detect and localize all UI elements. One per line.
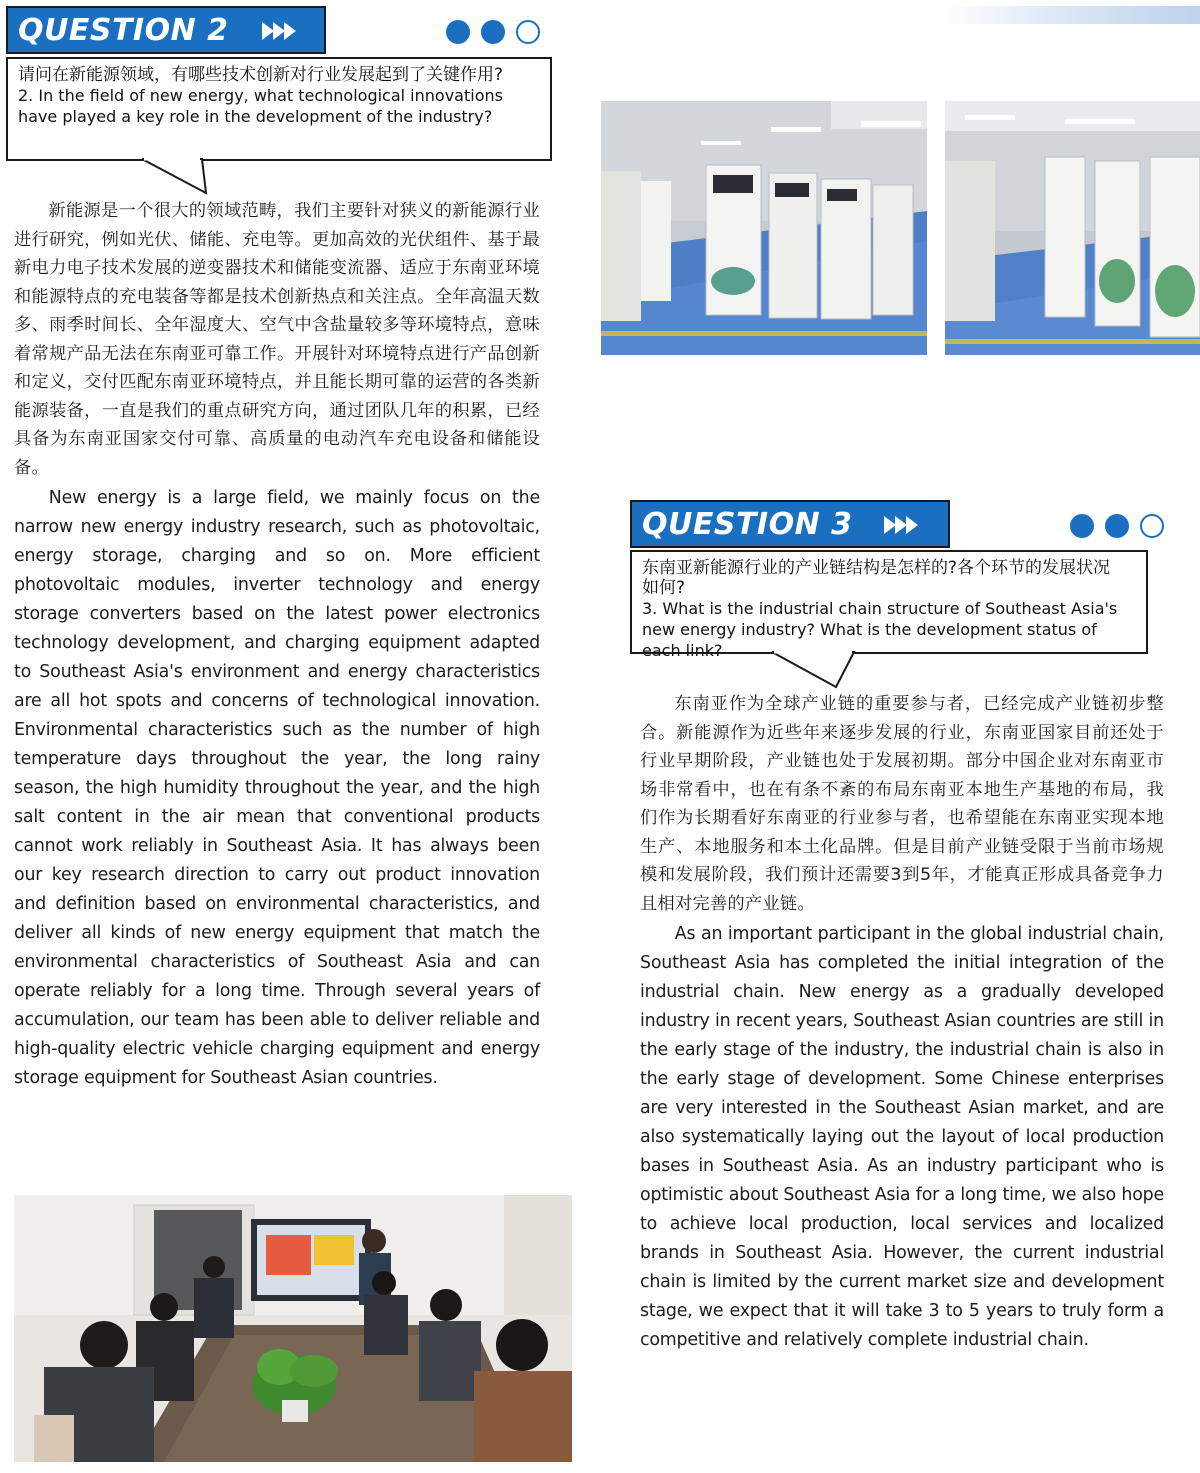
progress-dot-icon (446, 20, 470, 44)
question-2-answer (14, 197, 540, 1093)
answer-2-paragraph-zh: 新能源是一个很大的领域范畴，我们主要针对狭义的新能源行业进行研究，例如光伏、储能、充电等。更加高效的光伏组件、基于最新电力电子技术发展的逆变器技术和储能变流器、适应于东南亚环境和能源特点的充电装备等都是技术创新热点和关注点。全年高温天数多、雨季时间长、全年湿度大、空气中含盐量较多等环境特点，意味着常规产品无法在东南亚可靠工作。开展针对环境特点进行产品创新和定义，交付匹配东南亚环境特点，并且能长期可靠的运营的各类新能源装备，一直是我们的重点研究方向，通过团队几年的积累，已经具备为东南亚国家交付可靠、高质量的电动汽车充电设备和储能设备。 (14, 201, 540, 478)
fast-forward-icon (882, 514, 922, 536)
question-2-text-en: 2. In the field of new energy, what technological innovations have played a key role in the development of the industry? (18, 86, 503, 126)
progress-dot-icon (1105, 514, 1129, 538)
progress-dot-icon (516, 20, 540, 44)
question-3-header (630, 500, 950, 548)
charging-equipment-factory-photo-left (601, 101, 927, 355)
answer-2-paragraph-en: New energy is a large field, we mainly focus on the narrow new energy industry research, such as photovoltaic, energy storage, charging and so on. More efficient photovoltaic modules, inverter technology and energy storage converters based on the latest power electronics technology development, and charging equipment adapted to Southeast Asia's environment and energy characteristics are all hot spots and concerns of technological innovation. Environmental characteristics such as the number of high temperature days throughout the year, the long rainy season, the high humidity throughout the year, and the high salt content in the air mean that conventional products cannot work reliably in Southeast Asia. It has always been our key research direction to carry out product innovation and definition based on environmental characteristics, and deliver all kinds of new energy equipment that match the environmental characteristics of Southeast Asia and can operate reliably for a long time. Through several years of accumulation, our team has been able to deliver reliable and high-quality electric vehicle charging equipment and energy storage equipment for Southeast Asian countries. (14, 488, 540, 1088)
question-3-text-en: 3. What is the industrial chain structure of Southeast Asia's new energy industry? What is the development status of each link? (642, 599, 1118, 660)
header-gradient-bar (940, 6, 1200, 24)
answer-3-paragraph-zh: 东南亚作为全球产业链的重要参与者，已经完成产业链初步整合。新能源作为近些年来逐步发展的行业，东南亚国家目前还处于行业早期阶段，产业链也处于发展初期。部分中国企业对东南亚市场非常看中，也在有条不紊的布局东南亚本地生产基地的布局，我们作为长期看好东南亚的行业参与者，也希望能在东南亚实现本地生产、本地服务和本土化品牌。但是目前产业链受限于当前市场规模和发展阶段，我们预计还需要3到5年，才能真正形成具备竞争力且相对完善的产业链。 (640, 694, 1164, 914)
charging-equipment-factory-photo-right (945, 101, 1200, 355)
question-3-answer (640, 690, 1164, 1355)
team-meeting-photo (14, 1195, 572, 1462)
question-2-title: QUESTION 2 (18, 12, 229, 48)
progress-dot-icon (1070, 514, 1094, 538)
question-2-bubble-tail (140, 158, 220, 198)
question-3-progress-dots (1070, 514, 1164, 538)
question-2-text-zh: 请问在新能源领域，有哪些技术创新对行业发展起到了关键作用? (18, 65, 504, 85)
answer-3-paragraph-en: As an important participant in the global industrial chain, Southeast Asia has completed the initial integration of the industrial chain. New energy as a gradually developed industry in recent years, Southeast Asian countries are still in the early stage of the industry, the industrial chain is also in the early stage of development. Some Chinese enterprises are very interested in the Southeast Asian market, and are also systematically laying out the layout of local production bases in Southeast Asia. As an industry participant who is optimistic about Southeast Asia for a long time, we also hope to achieve local production, local services and localized brands in Southeast Asia. However, the current industrial chain is limited by the current market size and development stage, we expect that it will take 3 to 5 years to truly form a competitive and relatively complete industrial chain. (640, 924, 1164, 1350)
question-2-bubble (6, 57, 552, 161)
progress-dot-icon (481, 20, 505, 44)
question-3-text-zh: 东南亚新能源行业的产业链结构是怎样的?各个环节的发展状况如何? (642, 558, 1111, 598)
fast-forward-icon (260, 20, 300, 42)
question-3-bubble-tail (770, 651, 860, 691)
question-2-header (6, 6, 326, 54)
question-3-title: QUESTION 3 (642, 506, 853, 542)
progress-dot-icon (1140, 514, 1164, 538)
question-3-bubble (630, 550, 1148, 660)
question-2-progress-dots (446, 20, 540, 44)
